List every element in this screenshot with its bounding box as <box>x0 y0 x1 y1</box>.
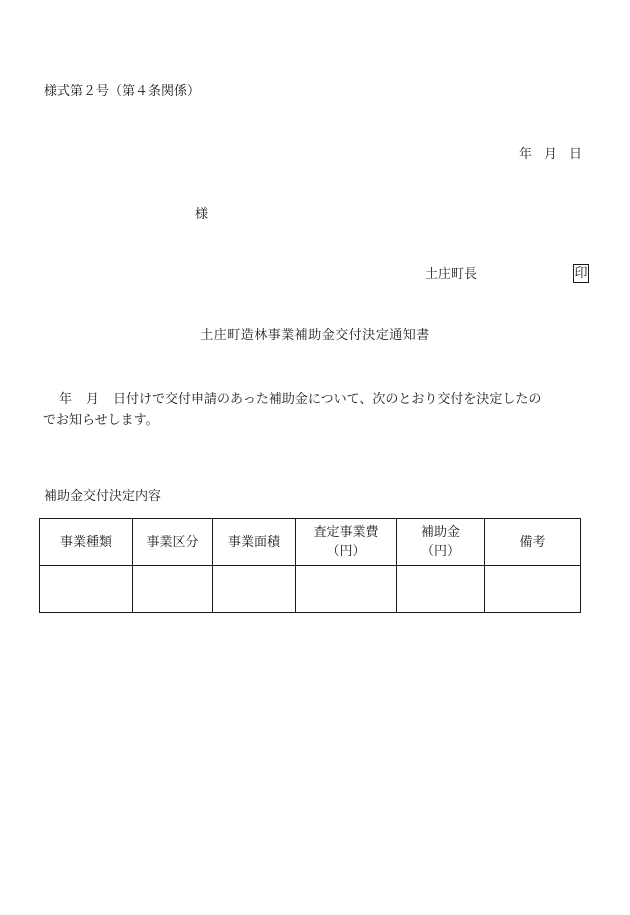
issuer-title: 土庄町長 <box>425 267 478 282</box>
table-row <box>40 566 581 613</box>
body-line-1 <box>44 389 574 410</box>
header-project-category: 事業区分 <box>133 519 213 566</box>
document-title: 土庄町造林事業補助金交付決定通知書 <box>200 328 430 343</box>
date-day-label: 日 <box>569 147 583 162</box>
header-project-area: 事業面積 <box>213 519 296 566</box>
date-year-label: 年 <box>519 147 533 162</box>
form-number: 様式第２号（第４条関係） <box>44 84 201 99</box>
cell-project-area <box>213 566 296 613</box>
cell-project-type <box>40 566 133 613</box>
cell-remarks <box>485 566 581 613</box>
cell-project-category <box>133 566 213 613</box>
body-month-label: 月 <box>86 392 100 407</box>
section-heading: 補助金交付決定内容 <box>44 489 162 504</box>
body-paragraph <box>44 389 574 431</box>
body-text-line-1: 日付けで交付申請のあった補助金について、次のとおり交付を決定したの <box>113 392 542 407</box>
header-project-type: 事業種類 <box>40 519 133 566</box>
header-remarks: 備考 <box>485 519 581 566</box>
body-text-line-2: でお知らせします。 <box>43 413 159 428</box>
header-subsidy-amount: 補助金 （円） <box>397 519 485 566</box>
recipient-honorific: 様 <box>195 207 209 222</box>
cell-subsidy-amount <box>397 566 485 613</box>
cell-assessed-cost <box>296 566 397 613</box>
seal-mark: 印 <box>574 266 588 281</box>
header-assessed-cost: 査定事業費 （円） <box>296 519 397 566</box>
body-year-label: 年 <box>59 392 73 407</box>
date-month-label: 月 <box>544 147 558 162</box>
date-line <box>519 148 582 161</box>
table-header-row <box>40 519 581 566</box>
grant-details-table <box>39 518 581 613</box>
